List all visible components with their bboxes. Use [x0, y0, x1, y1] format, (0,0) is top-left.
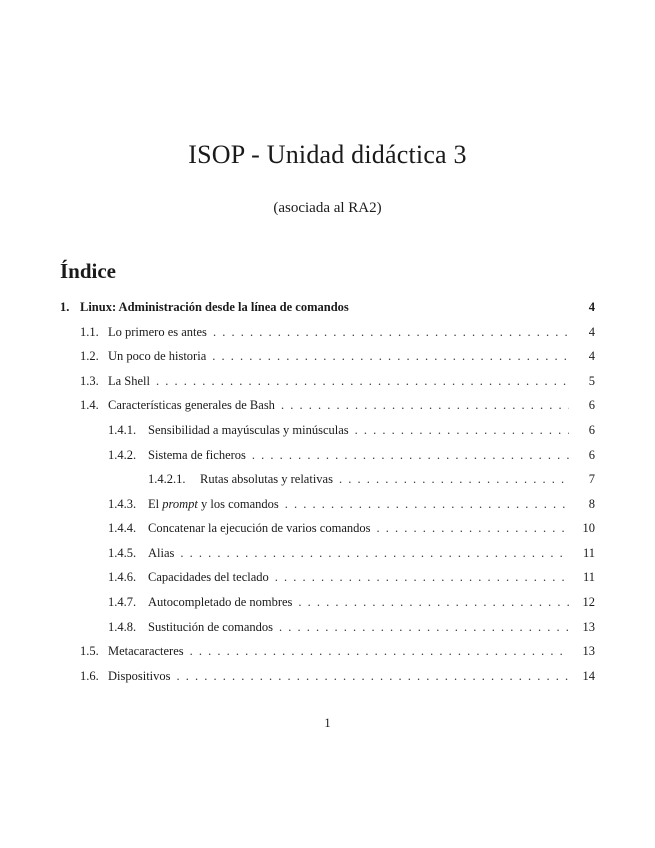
- document-title: ISOP - Unidad didáctica 3: [188, 140, 467, 169]
- toc-dot-leader: [177, 669, 569, 684]
- toc-dot-leader: [190, 644, 569, 659]
- toc-entry-1-5[interactable]: [0, 644, 655, 668]
- toc-dot-leader: [213, 325, 569, 340]
- toc-dot-leader: [279, 620, 569, 635]
- toc-entry-title: Autocompletado de nombres: [148, 595, 293, 609]
- toc-entry-title: [148, 497, 279, 512]
- toc-dot-leader: [355, 423, 569, 438]
- toc-entry-number: 1.4.5.: [108, 546, 137, 560]
- toc-entry-title: Dispositivos: [108, 669, 171, 683]
- toc-entry-page: 4: [588, 349, 595, 363]
- toc-entry-title: Sistema de ficheros: [148, 448, 246, 462]
- toc-entry-number: 1.4.6.: [108, 570, 137, 584]
- toc-entry-1[interactable]: [0, 300, 655, 324]
- toc-entry-number: 1.: [60, 300, 70, 314]
- toc-entry-number: 1.6.: [80, 669, 99, 683]
- toc-entry-page: 4: [588, 325, 595, 339]
- toc-dot-leader: [275, 570, 569, 585]
- toc-entry-page: 6: [588, 448, 595, 462]
- toc-entry-1-4-6[interactable]: [0, 570, 655, 594]
- toc-entry-1-4-4[interactable]: [0, 521, 655, 545]
- toc-entry-1-3[interactable]: [0, 374, 655, 398]
- toc-entry-page: 5: [588, 374, 595, 388]
- toc-entry-number: 1.4.8.: [108, 620, 137, 634]
- toc-entry-number: 1.1.: [80, 325, 99, 339]
- toc-dot-leader: [285, 497, 569, 512]
- toc-entry-1-6[interactable]: [0, 669, 655, 693]
- toc-entry-title: Alias: [148, 546, 175, 560]
- toc-heading: Índice: [60, 259, 117, 283]
- toc-entry-page: 6: [588, 423, 595, 437]
- toc-entry-page: 10: [582, 521, 595, 535]
- toc-entry-1-2[interactable]: [0, 349, 655, 373]
- toc-entry-number: 1.4.4.: [108, 521, 137, 535]
- toc-title-part: y los comandos: [197, 497, 279, 511]
- toc-dot-leader: [156, 374, 569, 389]
- document-subtitle: (asociada al RA2): [273, 200, 382, 216]
- toc-entry-1-1[interactable]: [0, 325, 655, 349]
- toc-entry-page: 11: [582, 546, 595, 560]
- toc-entry-title: La Shell: [108, 374, 151, 388]
- toc-entry-page: 8: [588, 497, 595, 511]
- toc-entry-1-4-7[interactable]: [0, 595, 655, 619]
- toc-entry-page: 14: [582, 669, 595, 683]
- toc-title-part: El: [148, 497, 163, 511]
- toc-entry-title: Sensibilidad a mayúsculas y minúsculas: [148, 423, 349, 437]
- toc-entry-title: Un poco de historia: [108, 349, 207, 363]
- toc-entry-1-4-1[interactable]: [0, 423, 655, 447]
- toc-entry-number: 1.3.: [80, 374, 99, 388]
- toc-dot-leader: [212, 349, 569, 364]
- toc-dot-leader: [298, 595, 569, 610]
- toc-entry-page: 11: [582, 570, 595, 584]
- toc-entry-1-4-8[interactable]: [0, 620, 655, 644]
- toc-entry-title: Capacidades del teclado: [148, 570, 269, 584]
- toc-dot-leader: [281, 398, 569, 413]
- toc-entry-number: 1.4.2.: [108, 448, 137, 462]
- toc-entry-number: 1.5.: [80, 644, 99, 658]
- toc-entry-1-4-5[interactable]: [0, 546, 655, 570]
- toc-entry-number: 1.2.: [80, 349, 99, 363]
- toc-entry-number: 1.4.3.: [108, 497, 137, 511]
- toc-entry-1-4-2[interactable]: [0, 448, 655, 472]
- toc-entry-number: 1.4.: [80, 398, 99, 412]
- toc-entry-number: 1.4.1.: [108, 423, 137, 437]
- page-number: 1: [324, 716, 331, 730]
- toc-entry-page: 4: [588, 300, 595, 314]
- toc-dot-leader: [339, 472, 569, 487]
- toc-entry-title: Lo primero es antes: [108, 325, 207, 339]
- toc-entry-1-4-2-1[interactable]: [0, 472, 655, 496]
- toc-entry-title: Características generales de Bash: [108, 398, 275, 412]
- toc-entry-number: 1.4.7.: [108, 595, 137, 609]
- toc-entry-title: Metacaracteres: [108, 644, 184, 658]
- toc-entry-title: Linux: Administración desde la línea de comandos: [80, 300, 349, 314]
- toc-entry-page: 13: [582, 644, 595, 658]
- toc-entry-title: Rutas absolutas y relativas: [200, 472, 333, 486]
- toc-dot-leader: [180, 546, 569, 561]
- toc-title-emphasis: prompt: [162, 497, 198, 511]
- toc-entry-title: Concatenar la ejecución de varios comandos: [148, 521, 371, 535]
- toc-entry-1-4-3[interactable]: [0, 497, 655, 521]
- toc-entry-1-4[interactable]: [0, 398, 655, 422]
- toc-entry-page: 12: [582, 595, 595, 609]
- toc-entry-page: 7: [588, 472, 595, 486]
- toc-entry-page: 6: [588, 398, 595, 412]
- toc-dot-leader: [376, 521, 569, 536]
- toc-dot-leader: [252, 448, 569, 463]
- toc-entry-page: 13: [582, 620, 595, 634]
- toc-entry-title: Sustitución de comandos: [148, 620, 273, 634]
- toc-entry-number: 1.4.2.1.: [148, 472, 186, 486]
